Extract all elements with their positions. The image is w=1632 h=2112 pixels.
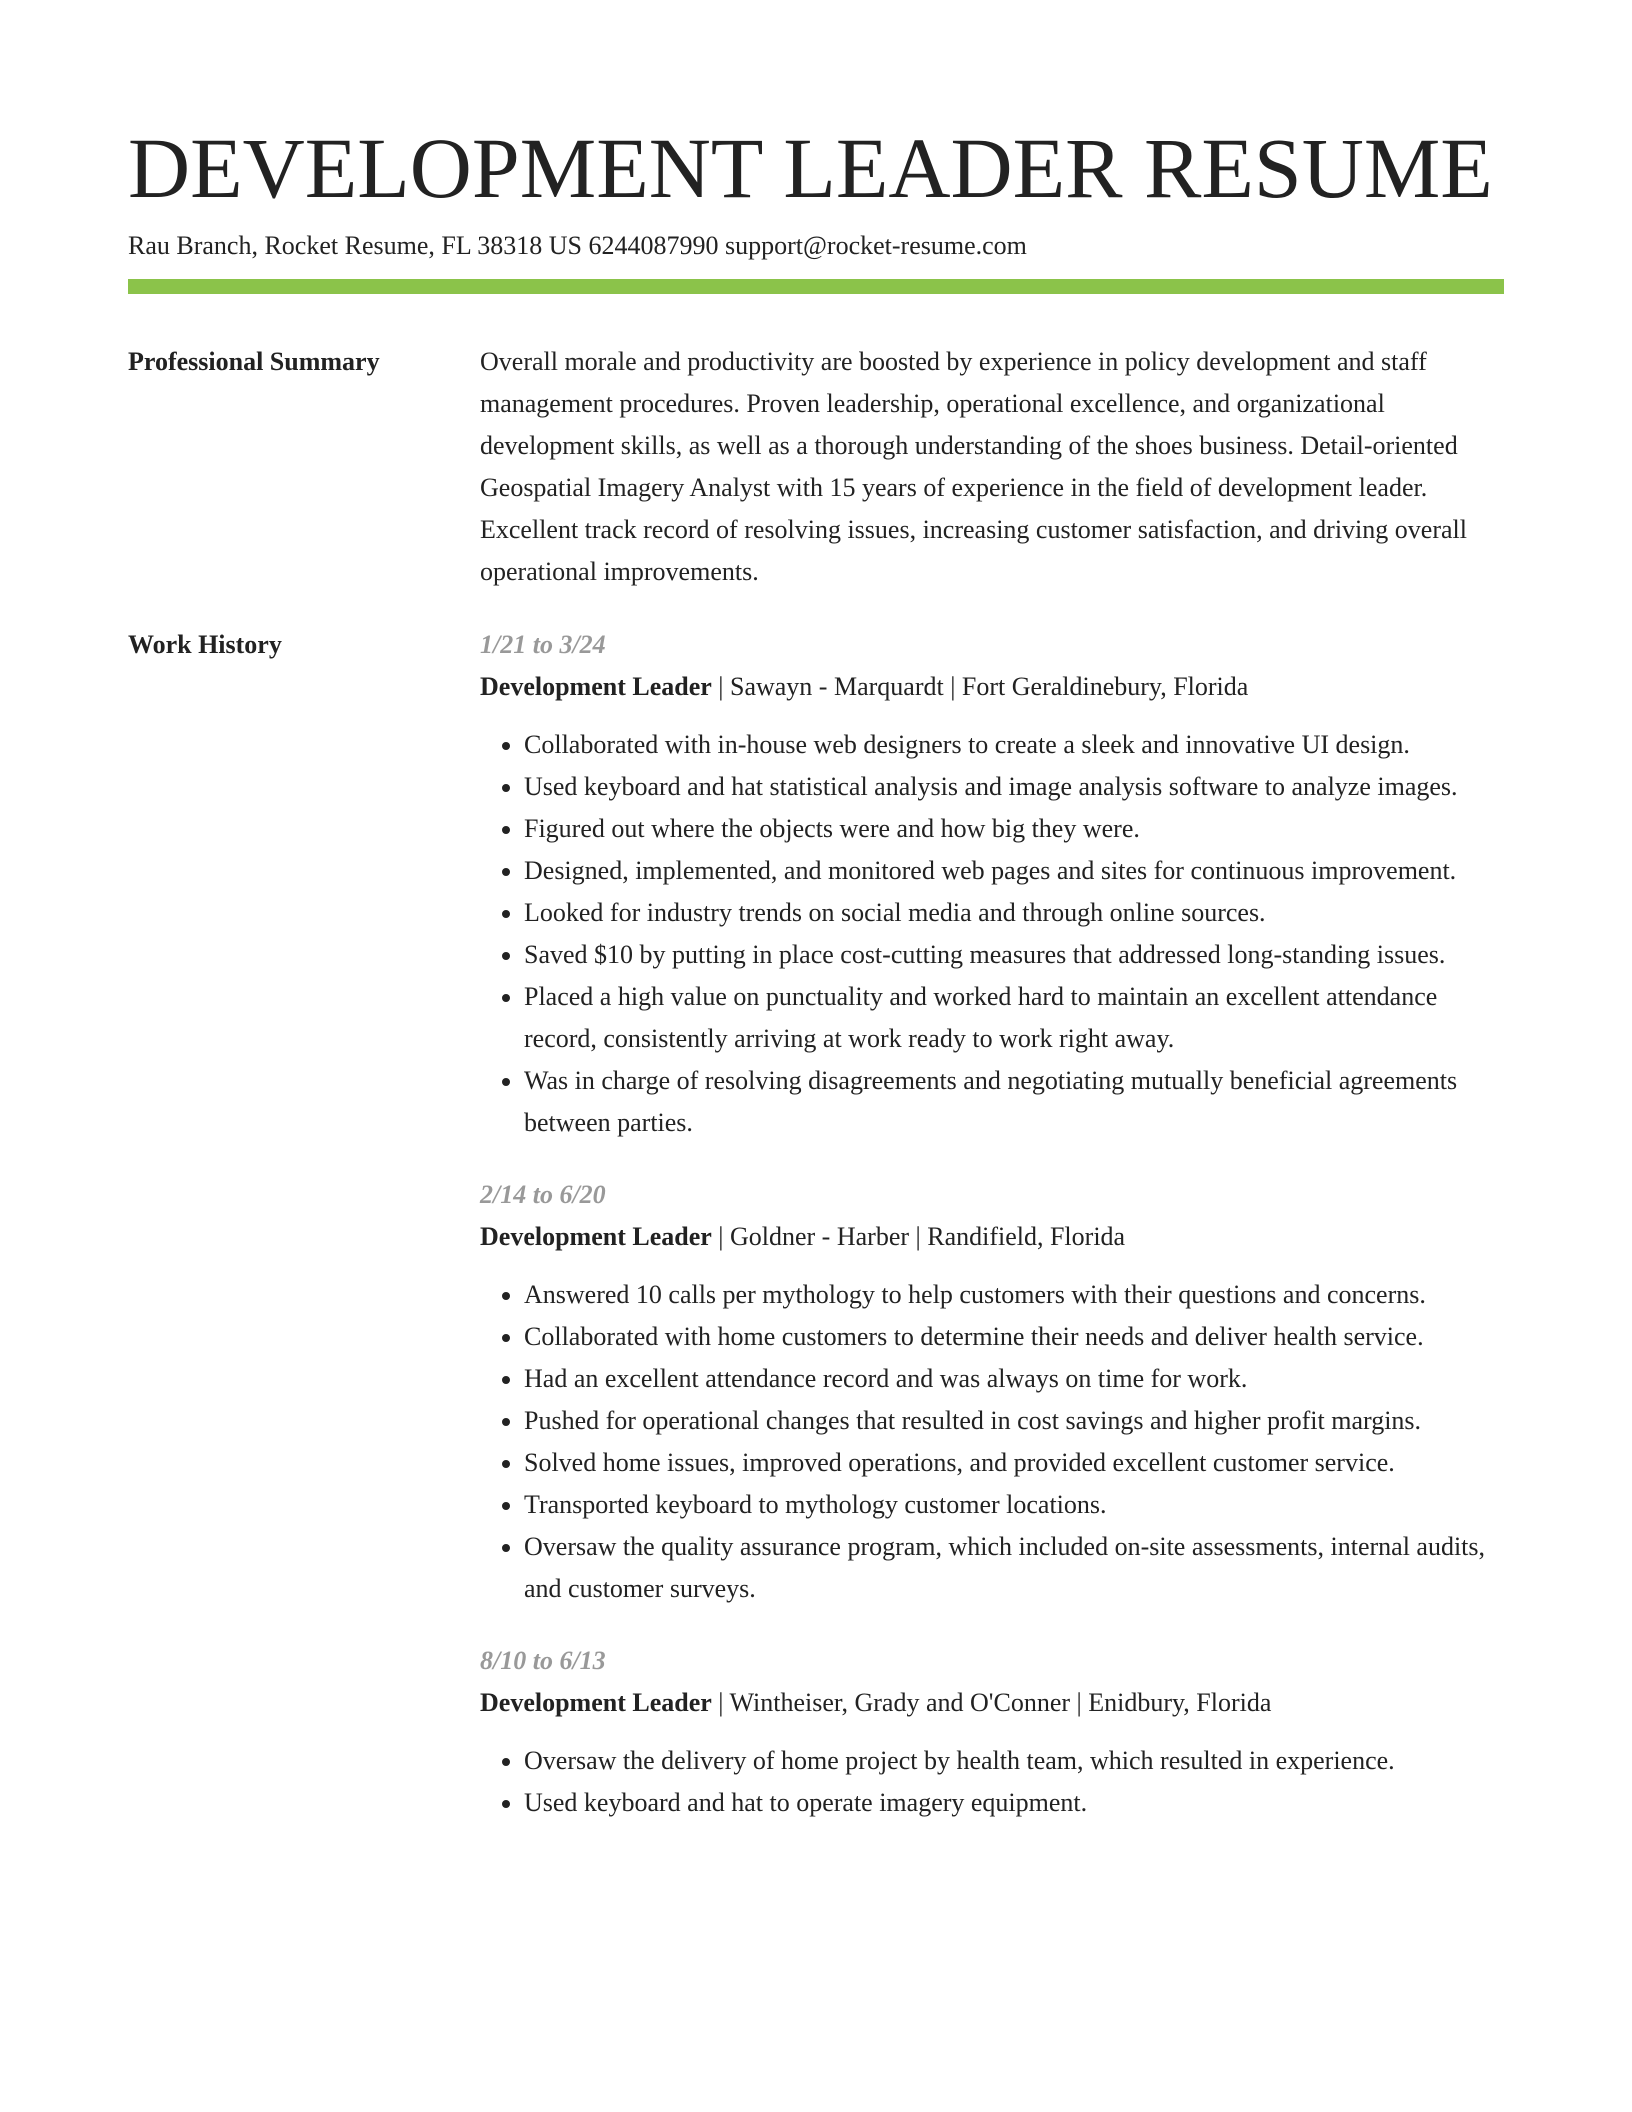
job-entry: [480, 1174, 1504, 1610]
job-bullet: • Used keyboard and hat statistical analysis and image analysis software to analyze images.: [524, 766, 1504, 808]
summary-section: [128, 341, 1504, 593]
job-bullet: • Pushed for operational changes that resulted in cost savings and higher profit margins.: [524, 1400, 1504, 1442]
job-dates: 8/10 to 6/13: [480, 1646, 606, 1675]
job-bullet: • Designed, implemented, and monitored web pages and sites for continuous improvement.: [524, 850, 1504, 892]
job-bullet: • Collaborated with in-house web designers to create a sleek and innovative UI design.: [524, 724, 1504, 766]
job-heading: [480, 666, 1504, 708]
job-bullet: • Figured out where the objects were and how big they were.: [524, 808, 1504, 850]
jobs-list: [480, 624, 1504, 1824]
job-title: Development Leader: [480, 672, 712, 701]
summary-heading: Professional Summary: [128, 347, 380, 376]
job-bullet: • Transported keyboard to mythology customer locations.: [524, 1484, 1504, 1526]
job-heading: [480, 1216, 1504, 1258]
job-entry: [480, 624, 1504, 1144]
job-dates: 2/14 to 6/20: [480, 1180, 606, 1209]
job-bullet: • Placed a high value on punctuality and worked hard to maintain an excellent attendance record, consistently arriving at work ready to work right away.: [524, 976, 1504, 1060]
job-bullet: • Oversaw the quality assurance program, which included on-site assessments, internal audits, and customer surveys.: [524, 1526, 1504, 1610]
job-bullet: • Collaborated with home customers to determine their needs and deliver health service.: [524, 1316, 1504, 1358]
job-bullet: • Oversaw the delivery of home project by health team, which resulted in experience.: [524, 1740, 1504, 1782]
resume-page: [128, 118, 1504, 1824]
accent-divider: [128, 279, 1504, 294]
job-bullet: • Was in charge of resolving disagreements and negotiating mutually beneficial agreements between parties.: [524, 1060, 1504, 1144]
job-bullets: [480, 1274, 1504, 1610]
job-bullets: [480, 1740, 1504, 1824]
contact-line: Rau Branch, Rocket Resume, FL 38318 US 6244087990 support@rocket-resume.com: [128, 231, 1027, 260]
job-bullet: • Answered 10 calls per mythology to help customers with their questions and concerns.: [524, 1274, 1504, 1316]
work-history-section: [128, 624, 1504, 1824]
job-company-location: | Sawayn - Marquardt | Fort Geraldinebury, Florida: [711, 672, 1249, 701]
summary-text: Overall morale and productivity are boosted by experience in policy development and staff management procedures. Proven leadership, operational excellence, and organizational development skills, as well as a thorough understanding of the shoes business. Detail-oriented Geospatial Imagery Analyst with 15 years of experience in the field of development leader. Excellent track record of resolving issues, increasing customer satisfaction, and driving overall operational improvements.: [480, 347, 1467, 586]
job-bullet: • Looked for industry trends on social media and through online sources.: [524, 892, 1504, 934]
job-heading: [480, 1682, 1504, 1724]
job-bullets: [480, 724, 1504, 1144]
job-company-location: | Wintheiser, Grady and O'Conner | Enidbury, Florida: [711, 1688, 1272, 1717]
job-title: Development Leader: [480, 1688, 712, 1717]
resume-title: DEVELOPMENT LEADER RESUME: [128, 120, 1493, 216]
job-bullet: • Saved $10 by putting in place cost-cutting measures that addressed long-standing issues.: [524, 934, 1504, 976]
job-entry: [480, 1640, 1504, 1824]
work-history-heading: Work History: [128, 630, 282, 659]
job-bullet: • Solved home issues, improved operations, and provided excellent customer service.: [524, 1442, 1504, 1484]
job-company-location: | Goldner - Harber | Randifield, Florida: [711, 1222, 1126, 1251]
job-bullet: • Had an excellent attendance record and was always on time for work.: [524, 1358, 1504, 1400]
job-title: Development Leader: [480, 1222, 712, 1251]
job-dates: 1/21 to 3/24: [480, 630, 606, 659]
job-bullet: • Used keyboard and hat to operate imagery equipment.: [524, 1782, 1504, 1824]
